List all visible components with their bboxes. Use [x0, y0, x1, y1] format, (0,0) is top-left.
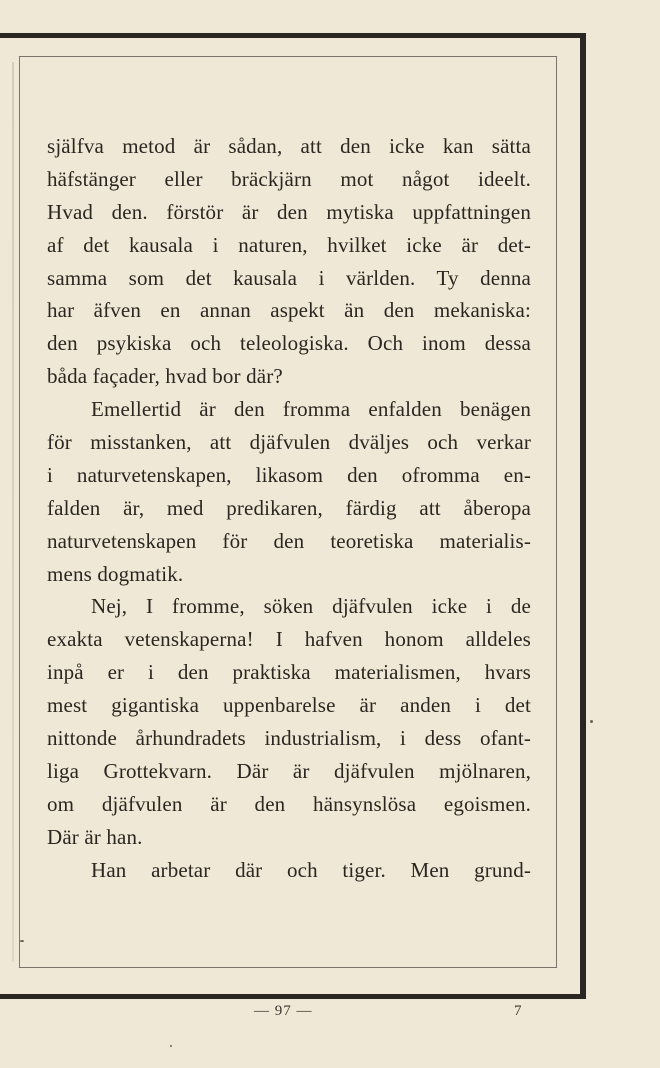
page-edge-shadow	[12, 62, 14, 962]
text-line: af det kausala i naturen, hvilket icke är det-	[47, 232, 531, 257]
print-speck	[590, 720, 593, 723]
text-line: har äfven en annan aspekt än den mekaniska:	[47, 298, 531, 323]
text-line: nittonde århundradets industrialism, i dess ofant-	[47, 726, 531, 751]
text-line: exakta vetenskaperna! I hafven honom alldeles	[47, 627, 531, 652]
text-line: mest gigantiska uppenbarelse är anden i det	[47, 693, 531, 718]
page-number: — 97 —	[254, 1003, 313, 1019]
frame-top-rule	[0, 33, 584, 38]
text-line: för misstanken, att djäfvulen dväljes och verkar	[47, 430, 531, 455]
body-text	[47, 130, 531, 886]
text-line: Nej, I fromme, söken djäfvulen icke i de	[91, 594, 531, 619]
print-speck	[20, 940, 24, 942]
page-footer	[0, 1003, 660, 1027]
text-line: naturvetenskapen för den teoretiska materialis-	[47, 528, 531, 553]
text-line: Emellertid är den fromma enfalden benägen	[91, 397, 531, 422]
frame-bottom-rule	[0, 994, 586, 999]
text-line: mens dogmatik.	[47, 561, 184, 586]
text-line: den psykiska och teleologiska. Och inom dessa	[47, 331, 531, 356]
text-line: falden är, med predikaren, färdig att åberopa	[47, 495, 531, 520]
text-line: om djäfvulen är den hänsynslösa egoismen.	[47, 791, 531, 816]
text-line: i naturvetenskapen, likasom den ofromma en-	[47, 462, 531, 487]
text-line: båda façader, hvad bor där?	[47, 364, 283, 389]
signature-mark: 7	[514, 1003, 522, 1019]
text-line: häfstänger eller bräckjärn mot något ideelt.	[47, 166, 531, 191]
text-line: Hvad den. förstör är den mytiska uppfattningen	[47, 199, 531, 224]
text-line: Han arbetar där och tiger. Men grund-	[91, 857, 531, 882]
text-line: Där är han.	[47, 824, 143, 849]
text-line: själfva metod är sådan, att den icke kan sätta	[47, 134, 531, 158]
frame-right-rule	[580, 33, 586, 999]
print-speck	[170, 1045, 172, 1047]
text-line: liga Grottekvarn. Där är djäfvulen mjölnaren,	[47, 758, 531, 783]
text-line: inpå er i den praktiska materialismen, hvars	[47, 660, 531, 685]
text-line: samma som det kausala i världen. Ty denna	[47, 265, 531, 290]
